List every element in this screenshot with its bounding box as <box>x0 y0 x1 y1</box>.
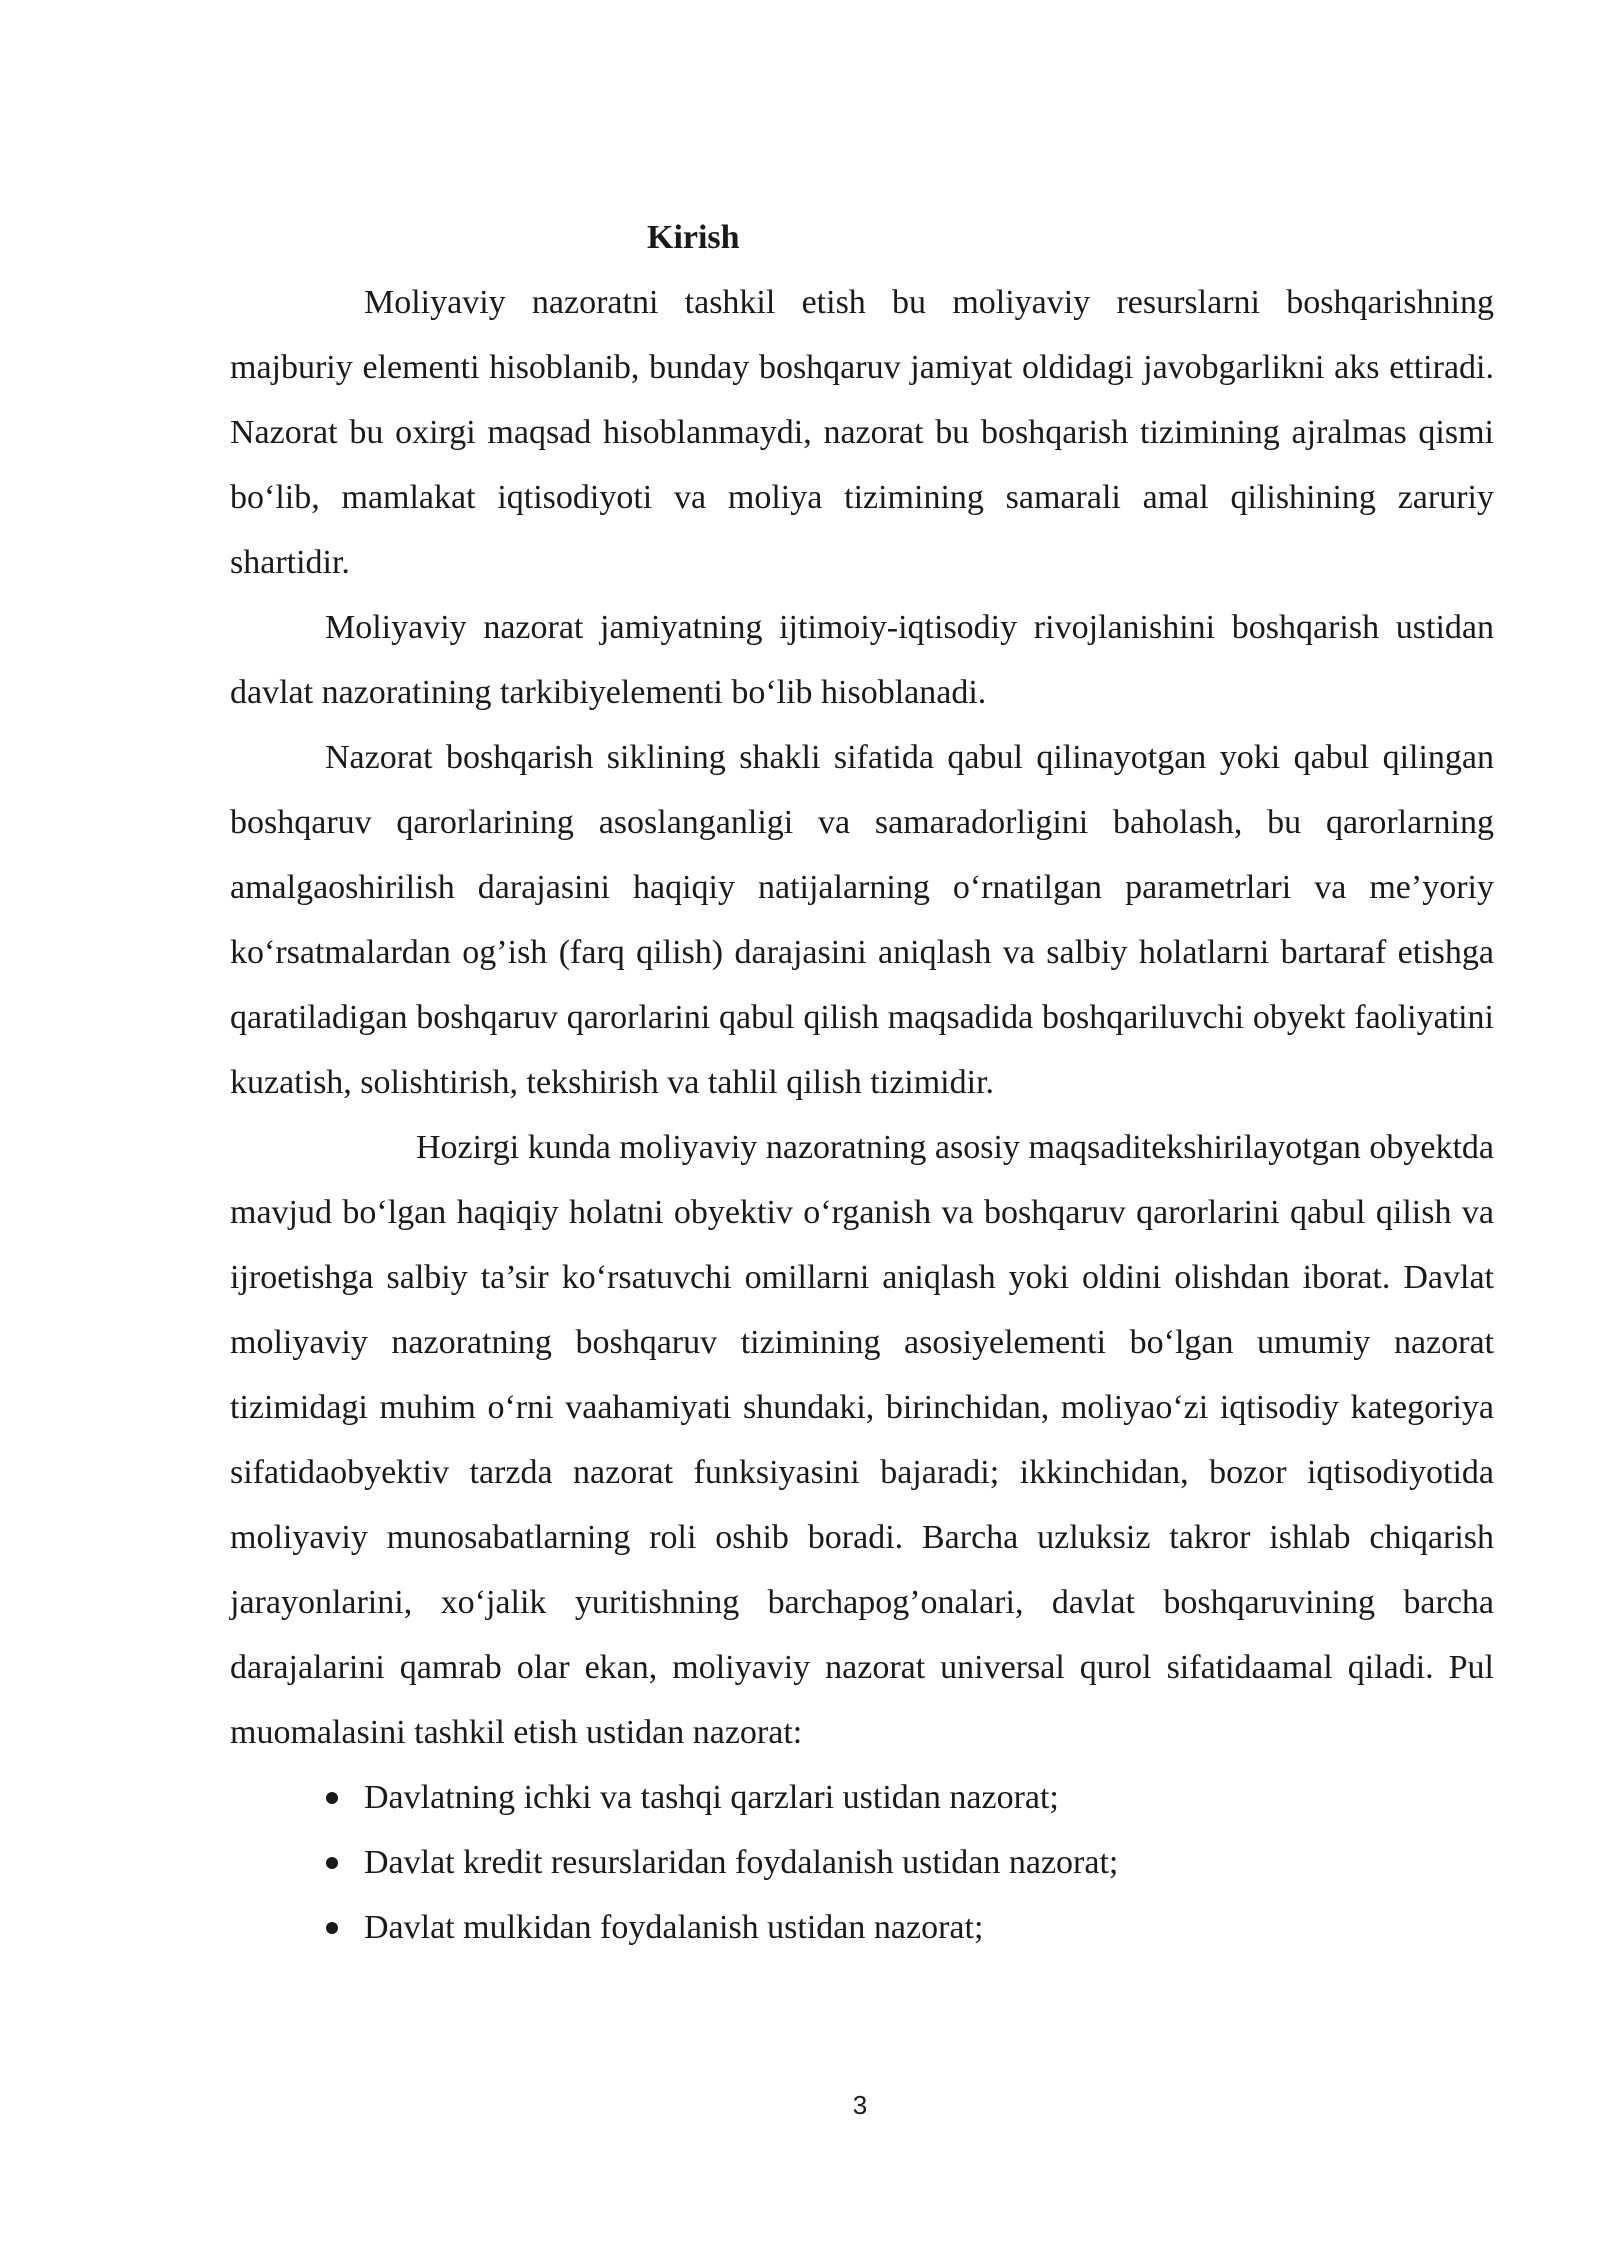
list-item <box>324 1830 1494 1895</box>
paragraph-4: Hozirgi kunda moliyaviy nazoratning asosiy maqsaditekshirilayotgan obyektda mavjud bo‘lgan haqiqiy holatni obyektiv o‘rganish va boshqaruv qarorlarini qabul qilish va ijroetishga salbiy ta’sir ko‘rsatuvchi omillarni aniqlash yoki oldini olishdan iborat. Davlat moliyaviy nazoratning boshqaruv tizimining asosiyelementi bo‘lgan umumiy nazorat tizimidagi muhim o‘rni vaahamiyati shundaki, birinchidan, moliyao‘zi iqtisodiy kategoriya sifatidaobyektiv tarzda nazorat funksiyasini bajaradi; ikkinchidan, bozor iqtisodiyotida moliyaviy munosabatlarning roli oshib boradi. Barcha uzluksiz takror ishlab chiqarish jarayonlarini, xo‘jalik yuritishning barchapog’onalari, davlat boshqaruvining barcha darajalarini qamrab olar ekan, moliyaviy nazorat universal qurol sifatidaamal qiladi. Pul muomalasini tashkil etish ustidan nazorat: <box>230 1129 1494 1751</box>
paragraph-3: Nazorat boshqarish siklining shakli sifatida qabul qilinayotgan yoki qabul qilingan boshqaruv qarorlarining asoslanganligi va samaradorligini baholash, bu qarorlarning amalgaoshirilish darajasini haqiqiy natijalarning o‘rnatilgan parametrlari va me’yoriy ko‘rsatmalardan og’ish (farq qilish) darajasini aniqlash va salbiy holatlarni bartaraf etishga qaratiladigan boshqaruv qarorlarini qabul qilish maqsadida boshqariluvchi obyekt faoliyatini kuzatish, solishtirish, tekshirish va tahlil qilish tizimidir. <box>230 739 1494 1101</box>
list-item <box>324 1895 1494 1960</box>
section-title: Kirish <box>647 219 740 256</box>
page-number: 3 <box>852 2090 868 2120</box>
bullet-dot-icon <box>326 1922 338 1934</box>
paragraph-2: Moliyaviy nazorat jamiyatning ijtimoiy-iqtisodiy rivojlanishini boshqarish ustidan davlat nazoratining tarkibiyelementi bo‘lib hisoblanadi. <box>230 609 1494 711</box>
document-body <box>230 205 1494 1960</box>
list-item-text: Davlatning ichki va tashqi qarzlari ustidan nazorat; <box>364 1779 1059 1816</box>
bullet-list <box>230 1765 1494 1960</box>
bullet-dot-icon <box>326 1792 338 1804</box>
list-item-text: Davlat kredit resurslaridan foydalanish ustidan nazorat; <box>364 1844 1119 1881</box>
bullet-dot-icon <box>326 1857 338 1869</box>
paragraph-1: Moliyaviy nazoratni tashkil etish bu moliyaviy resurslarni boshqarishning majburiy elementi hisoblanib, bunday boshqaruv jamiyat oldidagi javobgarlikni aks ettiradi. Nazorat bu oxirgi maqsad hisoblanmaydi, nazorat bu boshqarish tizimining ajralmas qismi bo‘lib, mamlakat iqtisodiyoti va moliya tizimining samarali amal qilishining zaruriy shartidir. <box>230 284 1494 581</box>
list-item-text: Davlat mulkidan foydalanish ustidan nazorat; <box>364 1909 984 1946</box>
list-item <box>324 1765 1494 1830</box>
